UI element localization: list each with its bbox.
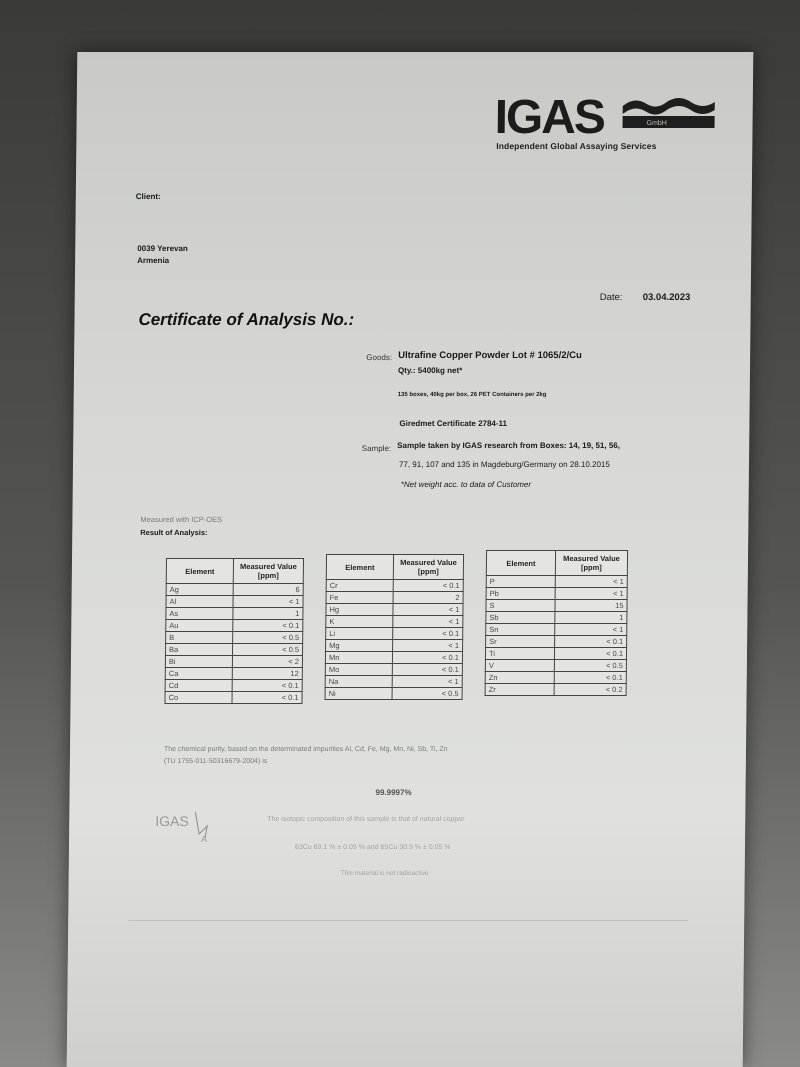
measured-value: < 0.5 — [392, 688, 462, 700]
element-symbol: Cr — [326, 580, 393, 592]
goods-line-1: Ultrafine Copper Powder Lot # 1065/2/Cu — [398, 350, 582, 361]
measured-value: < 0.1 — [392, 652, 462, 664]
element-symbol: Au — [166, 620, 233, 632]
igas-logo: IGAS — [494, 91, 605, 144]
measured-value: < 0.5 — [233, 632, 303, 644]
goods-line-2: Qty.: 5400kg net* — [397, 366, 463, 375]
igas-stamp-icon — [155, 804, 225, 844]
table-row — [326, 604, 463, 616]
measured-value: < 1 — [393, 604, 463, 616]
col-header-measured: Measured Value [ppm] — [233, 559, 303, 584]
element-symbol: Ni — [325, 688, 392, 700]
measured-value: < 0.1 — [392, 664, 462, 676]
element-symbol: Sn — [486, 624, 555, 636]
certificate-title: Certificate of Analysis No.: — [138, 310, 355, 329]
table-row — [165, 644, 302, 656]
logo-tagline: Independent Global Assaying Services — [496, 141, 657, 151]
element-symbol: Ca — [165, 668, 232, 680]
sample-line-3: *Net weight acc. to data of Customer — [400, 480, 532, 489]
element-symbol: As — [166, 608, 233, 620]
method-line-2: Result of Analysis: — [140, 528, 208, 537]
goods-label: Goods: — [366, 353, 393, 362]
col-header-measured: Measured Value [ppm] — [393, 555, 463, 580]
element-symbol: Li — [326, 628, 393, 640]
table-row — [326, 616, 463, 628]
element-symbol: Mg — [326, 640, 393, 652]
element-symbol: Sr — [486, 636, 555, 648]
client-address-1: 0039 Yerevan — [137, 244, 188, 253]
element-symbol: Co — [165, 692, 232, 704]
table-row — [165, 668, 302, 680]
element-symbol: Ba — [165, 644, 232, 656]
table-row — [326, 640, 463, 652]
element-symbol: Hg — [326, 604, 393, 616]
client-address-2: Armenia — [137, 256, 170, 265]
footer-divider — [128, 920, 688, 921]
table-row — [486, 576, 627, 588]
table-row — [166, 632, 303, 644]
table-row — [166, 620, 303, 632]
element-symbol: V — [485, 660, 554, 672]
measured-value: < 0.1 — [233, 620, 303, 632]
element-symbol: Al — [166, 596, 233, 608]
results-table-2 — [325, 554, 465, 700]
date-label: Date: — [599, 292, 623, 303]
table-row — [485, 648, 626, 660]
isotope-line-2: 63Cu 69.1 % ± 0.05 % and 65Cu 30.9 % ± 0.05 % — [294, 844, 451, 851]
col-header-measured: Measured Value [ppm] — [555, 551, 627, 576]
purity-line-2: (TU 1755-011-50316679-2004) is — [163, 758, 268, 765]
measured-value: 1 — [555, 612, 627, 624]
table-row — [166, 584, 303, 596]
waves-logo-icon — [620, 92, 716, 134]
measured-value: 6 — [233, 584, 303, 596]
goods-line-4: Giredmet Certificate 2784-11 — [399, 419, 508, 428]
measured-value: < 1 — [393, 640, 463, 652]
table-row — [325, 676, 462, 688]
table-row — [486, 588, 627, 600]
table-row — [325, 652, 462, 664]
table-row — [325, 688, 462, 700]
table-row — [485, 672, 626, 684]
measured-value: < 0.1 — [232, 692, 302, 704]
table-row — [326, 580, 463, 592]
purity-line-1: The chemical purity, based on the determinated impurities Al, Cd, Fe, Mg, Mn, Ni, Sb, Ti, Zn — [163, 746, 448, 753]
table-row — [165, 692, 302, 704]
element-symbol: Ag — [166, 584, 233, 596]
certificate-document — [67, 52, 754, 1067]
table-row — [326, 628, 463, 640]
sample-line-2: 77, 91, 107 and 135 in Magdeburg/Germany on 28.10.2015 — [398, 460, 610, 469]
measured-value: 15 — [555, 600, 627, 612]
results-table-1 — [164, 558, 304, 704]
element-symbol: Mn — [325, 652, 392, 664]
table-row — [486, 612, 627, 624]
isotope-line-3: This material is not radioactive — [340, 870, 429, 877]
element-symbol: Na — [325, 676, 392, 688]
sample-line-1: Sample taken by IGAS research from Boxes: 14, 19, 51, 56, — [397, 441, 621, 450]
measured-value: 12 — [232, 668, 302, 680]
measured-value: < 0.1 — [554, 648, 626, 660]
element-symbol: P — [486, 576, 555, 588]
measured-value: < 0.2 — [554, 684, 626, 696]
measured-value: < 0.1 — [393, 628, 463, 640]
results-table-3 — [485, 550, 629, 696]
element-symbol: Zr — [485, 684, 554, 696]
table-row — [166, 608, 303, 620]
measured-value: 1 — [233, 608, 303, 620]
col-header-element: Element — [486, 551, 555, 576]
measured-value: < 0.1 — [555, 636, 627, 648]
measured-value: < 0.1 — [554, 672, 626, 684]
table-row — [485, 660, 626, 672]
measured-value: < 1 — [555, 624, 627, 636]
table-row — [325, 664, 462, 676]
measured-value: < 0.1 — [393, 580, 463, 592]
element-symbol: Pb — [486, 588, 555, 600]
table-row — [486, 624, 627, 636]
measured-value: < 1 — [393, 616, 463, 628]
element-symbol: Bi — [165, 656, 232, 668]
isotope-line-1: The isotopic composition of this sample is that of natural copper — [267, 816, 465, 823]
svg-text:A: A — [201, 834, 208, 844]
measured-value: < 0.5 — [554, 660, 626, 672]
element-symbol: B — [166, 632, 233, 644]
table-row — [165, 656, 302, 668]
svg-text:IGAS: IGAS — [155, 813, 189, 829]
col-header-element: Element — [326, 555, 393, 580]
table-row — [326, 592, 463, 604]
sample-label: Sample: — [361, 444, 392, 453]
table-row — [486, 636, 627, 648]
goods-line-3: 135 boxes, 40kg per box, 26 PET Containers per 2kg — [397, 392, 547, 398]
measured-value: 2 — [393, 592, 463, 604]
measured-value: < 1 — [233, 596, 303, 608]
measured-value: < 1 — [392, 676, 462, 688]
element-symbol: Fe — [326, 592, 393, 604]
element-symbol: Sb — [486, 612, 555, 624]
element-symbol: K — [326, 616, 393, 628]
element-symbol: Ti — [485, 648, 554, 660]
measured-value: < 1 — [555, 588, 627, 600]
svg-text:GmbH: GmbH — [646, 120, 667, 127]
element-symbol: Zn — [485, 672, 554, 684]
measured-value: < 1 — [555, 576, 627, 588]
element-symbol: Cd — [165, 680, 232, 692]
measured-value: < 0.5 — [232, 644, 302, 656]
table-row — [486, 600, 627, 612]
element-symbol: Mo — [325, 664, 392, 676]
measured-value: < 0.1 — [232, 680, 302, 692]
purity-value: 99.9997% — [375, 788, 412, 797]
client-label: Client: — [135, 192, 161, 201]
measured-value: < 2 — [232, 656, 302, 668]
col-header-element: Element — [166, 559, 233, 584]
table-row — [485, 684, 626, 696]
date-value: 03.04.2023 — [642, 292, 691, 303]
table-row — [165, 680, 302, 692]
method-line-1: Measured with ICP-OES — [140, 515, 223, 524]
element-symbol: S — [486, 600, 555, 612]
table-row — [166, 596, 303, 608]
